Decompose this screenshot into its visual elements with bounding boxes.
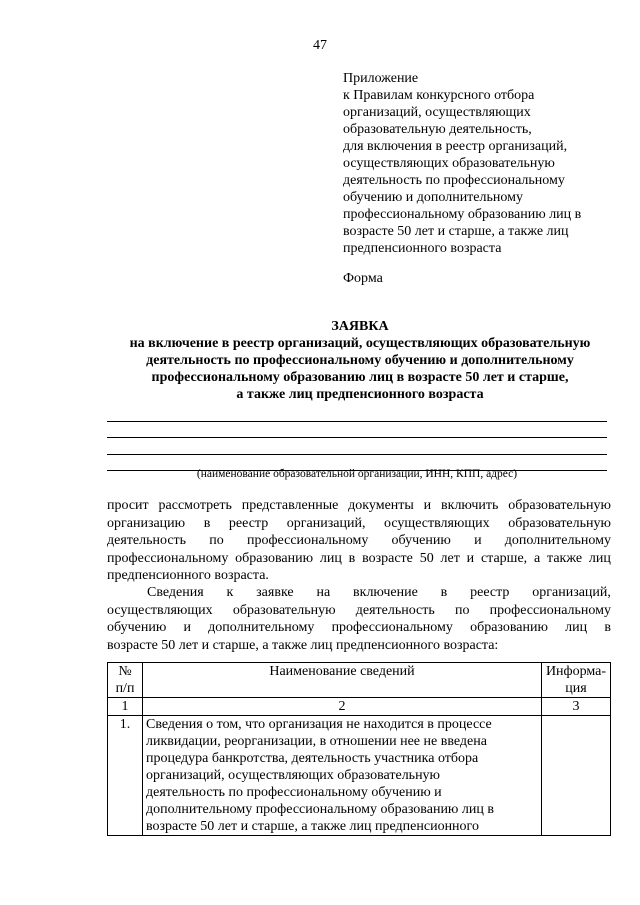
col-info-header: Информа- ция [542, 663, 611, 698]
page-number: 47 [313, 38, 327, 53]
fill-line[interactable] [107, 405, 607, 422]
appendix-line: образовательную деятельность, [343, 122, 532, 137]
column-number: 2 [143, 698, 542, 716]
document-title-block [100, 318, 620, 403]
subtitle-line: а также лиц предпенсионного возраста [236, 387, 484, 402]
appendix-line: профессиональному образованию лиц в [343, 207, 582, 222]
paragraph-line: просит рассмотреть представленные документы и включить образовательную [107, 498, 611, 513]
appendix-line: Приложение [343, 71, 419, 86]
appendix-line: предпенсионного возраста [343, 241, 502, 256]
subtitle-line: деятельность по профессиональному обучению и дополнительному [146, 353, 574, 368]
row-info-cell[interactable] [542, 716, 611, 836]
org-name-fill-lines[interactable] [107, 405, 607, 471]
appendix-line: осуществляющих образовательную [343, 156, 555, 171]
document-title: ЗАЯВКА [331, 319, 389, 334]
appendix-line: деятельность по профессиональному [343, 173, 565, 188]
fill-line[interactable] [107, 422, 607, 439]
table-row [108, 716, 611, 836]
appendix-line: возрасте 50 лет и старше, а также лиц [343, 224, 569, 239]
col-name-header: Наименование сведений [143, 663, 542, 698]
row-number: 1. [108, 716, 143, 836]
appendix-line: к Правилам конкурсного отбора [343, 88, 535, 103]
column-number: 1 [108, 698, 143, 716]
paragraph-line: возрасте 50 лет и старше, а также лиц предпенсионного возраста: [107, 637, 499, 653]
paragraph-line: профессиональному образованию лиц в возрасте 50 лет и старше, а также лиц [107, 550, 611, 566]
subtitle-line: профессиональному образованию лиц в возрасте 50 лет и старше, [151, 370, 569, 385]
info-table [107, 662, 611, 836]
column-numbering-row [108, 698, 611, 716]
table-header-row [108, 663, 611, 698]
paragraph-line: предпенсионного возраста. [107, 568, 269, 583]
fill-line[interactable] [107, 438, 607, 455]
org-name-caption: (наименование образовательной организации, ИНН, КПП, адрес) [196, 468, 518, 480]
col-number-header: № п/п [108, 663, 143, 698]
form-label: Форма [343, 271, 383, 286]
appendix-line: обучению и дополнительному [343, 190, 523, 205]
paragraph-line: организацию в реестр организаций, осуществляющих образовательную [107, 515, 611, 531]
column-number: 3 [542, 698, 611, 716]
request-paragraph [107, 497, 611, 585]
paragraph-line: осуществляющих образовательную деятельность по профессиональному [107, 602, 611, 618]
appendix-line: для включения в реестр организаций, [343, 139, 568, 154]
paragraph-line: деятельность по профессиональному обучению и дополнительному [107, 533, 611, 548]
appendix-block [343, 70, 613, 257]
paragraph-line: обучению и дополнительному профессиональному образованию лиц в [107, 620, 611, 635]
info-paragraph [107, 584, 611, 654]
subtitle-line: на включение в реестр организаций, осуществляющих образовательную [129, 336, 591, 351]
paragraph-line: Сведения к заявке на включение в реестр организаций, [147, 585, 611, 600]
appendix-line: организаций, осуществляющих [343, 105, 531, 120]
row-description: Сведения о том, что организация не находится в процессе ликвидации, реорганизации, в отношении нее не введена процедура банкротства, деятельность участника отбора организаций, осуществляющих образовательную деятельность по профессиональному обучению и дополнительному профессиональному образованию лиц в возрасте 50 лет и старше, а также лиц предпенсионного [143, 716, 542, 836]
